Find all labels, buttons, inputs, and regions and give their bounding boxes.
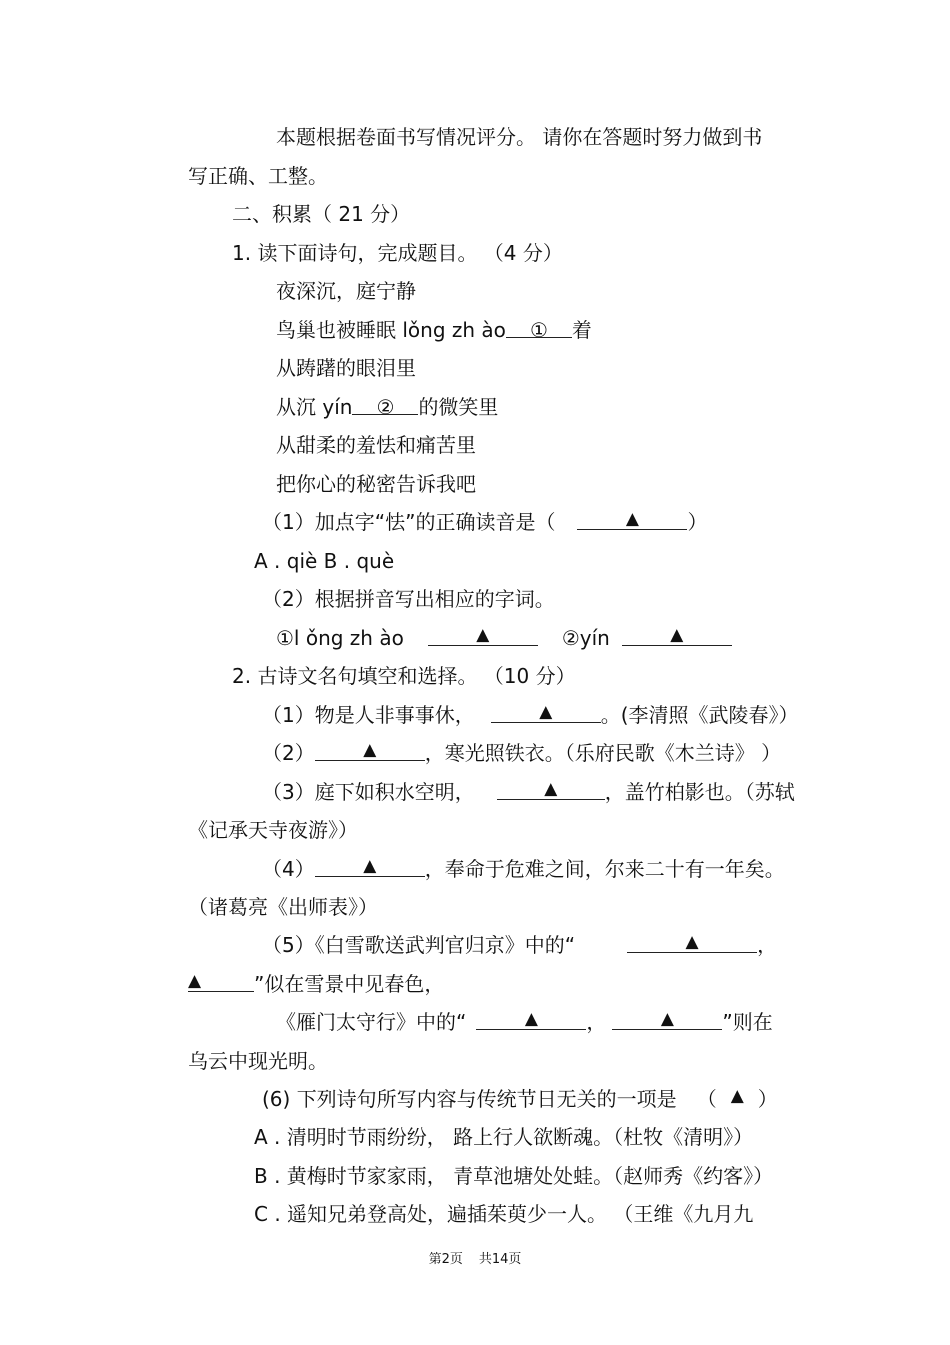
answer-triangle-icon: ▲ [660,1009,674,1029]
q2-s5-comma: ， [757,933,778,957]
q1-sub1-options: A . qiè B . què [254,549,395,573]
q2-s1-post: 。(李清照《武陵春》） [600,703,799,727]
q2-option-c: C . 遥知兄弟登高处，遍插茱萸少一人。 （王维《九月九 [254,1202,754,1226]
q2-s5-blank-2[interactable] [188,971,254,992]
answer-triangle-icon: ▲ [670,625,684,645]
answer-triangle-icon: ▲ [363,856,377,876]
answer-triangle-icon: ▲ [539,702,553,722]
q2-option-b: B . 黄梅时节家家雨， 青草池塘处处蛙。（赵师秀《约客》） [254,1164,774,1188]
q2-s3 [262,779,795,805]
intro-line-1: 本题根据卷面书写情况评分。 请你在答题时努力做到书 [276,125,763,149]
q2-s6-paren-open: （ [696,1087,717,1111]
q1-sub1-answer-blank[interactable] [577,509,687,530]
q2-s4-pre: （4） [262,857,315,881]
q2-s3-blank[interactable] [497,779,605,800]
q2-s6-paren-close: ） [757,1087,778,1111]
answer-triangle-icon: ▲ [544,779,558,799]
poem-line-4-text: 从沉 yín [276,395,353,419]
q2-s1-blank[interactable] [491,702,601,723]
poem-line-4 [276,394,498,420]
q2-s5-blank-3[interactable] [476,1009,586,1030]
section-2-title: 二、积累（ 21 分） [232,202,411,226]
q1-title: 1. 读下面诗句，完成题目。 （4 分） [232,241,563,265]
poem-blank-1[interactable] [506,317,572,342]
blank-number-1: ① [529,318,548,342]
answer-triangle-icon[interactable]: ▲ [730,1086,744,1106]
poem-line-2-tail: 着 [571,318,592,342]
q2-s4-blank[interactable] [315,856,425,877]
q2-s1 [262,702,799,728]
q2-s4 [262,856,785,882]
q2-s3-pre: （3）庭下如积水空明， [262,780,475,804]
poem-blank-2[interactable] [352,394,418,419]
q1-sub2: （2）根据拼音写出相应的字词。 [262,587,555,611]
q2-s5-blank-1[interactable] [627,932,757,953]
q2-s6-text: (6) 下列诗句所写内容与传统节日无关的一项是 [262,1087,677,1111]
q2-s5-pre: （5）《白雪歌送武判官归京》中的“ [262,933,576,957]
q1-sub1-text: （1）加点字“怯”的正确读音是（ [262,510,556,534]
q2-s6 [262,1086,778,1112]
q2-s2 [262,740,781,766]
q1-sub2-b-blank[interactable] [622,625,732,646]
q2-s5-line4: 乌云中现光明。 [188,1049,328,1073]
q2-s5-line2 [188,971,444,997]
q2-s4-post: ，奉命于危难之间，尔来二十有一年矣。 [424,857,785,881]
answer-triangle-icon: ▲ [188,971,202,991]
poem-line-4-tail: 的微笑里 [418,395,499,419]
intro-line-2: 写正确、工整。 [188,164,328,188]
poem-line-5: 从甜柔的羞怯和痛苦里 [276,433,476,457]
answer-triangle-icon: ▲ [363,740,377,760]
q2-s2-post: ，寒光照铁衣。（乐府民歌《木兰诗》 ） [424,741,782,765]
q1-sub2-a-label: ①l ǒng zh ào [276,626,404,650]
poem-line-3: 从踌躇的眼泪里 [276,356,416,380]
q2-option-a: A . 清明时节雨纷纷， 路上行人欲断魂。（杜牧《清明》） [254,1125,754,1149]
q1-sub2-answers [276,625,732,651]
q2-s4-cont: （诸葛亮《出师表》） [188,895,378,919]
q2-s5-line3 [276,1009,773,1035]
answer-triangle-icon: ▲ [524,1009,538,1029]
answer-triangle-icon: ▲ [476,625,490,645]
q2-s5-line3-comma: ， [586,1010,607,1034]
q1-sub2-b-label: ②yín [561,626,610,650]
answer-triangle-icon: ▲ [685,932,699,952]
q2-s5-blank-4[interactable] [612,1009,722,1030]
q2-title: 2. 古诗文名句填空和选择。 （10 分） [232,664,576,688]
poem-line-6: 把你心的秘密告诉我吧 [276,472,476,496]
total-pages: 共14页 [478,1252,522,1267]
q1-sub2-a-blank[interactable] [428,625,538,646]
page-footer [0,1248,950,1267]
poem-line-1: 夜深沉，庭宁静 [276,279,416,303]
q1-sub1 [262,509,707,535]
q1-sub1-close: ） [687,510,708,534]
q2-s5-line2-post: ”似在雪景中见春色， [254,972,445,996]
q2-s5-line3-post: ”则在 [722,1010,773,1034]
q2-s3-post: ，盖竹柏影也。（苏轼 [604,780,795,804]
page-number: 第2页 [428,1252,463,1267]
poem-line-2-text: 鸟巢也被睡眠 lǒng zh ào [276,318,506,342]
answer-triangle-icon: ▲ [625,509,639,529]
q2-s5-line1 [262,932,777,958]
q2-s2-blank[interactable] [315,740,425,761]
q2-s2-pre: （2） [262,741,315,765]
poem-line-2 [276,317,592,343]
q2-s5-line3-pre: 《雁门太守行》中的“ [276,1010,467,1034]
blank-number-2: ② [376,395,395,419]
q2-s3-cont: 《记承天寺夜游》） [188,818,358,842]
q2-s1-pre: （1）物是人非事事休， [262,703,475,727]
